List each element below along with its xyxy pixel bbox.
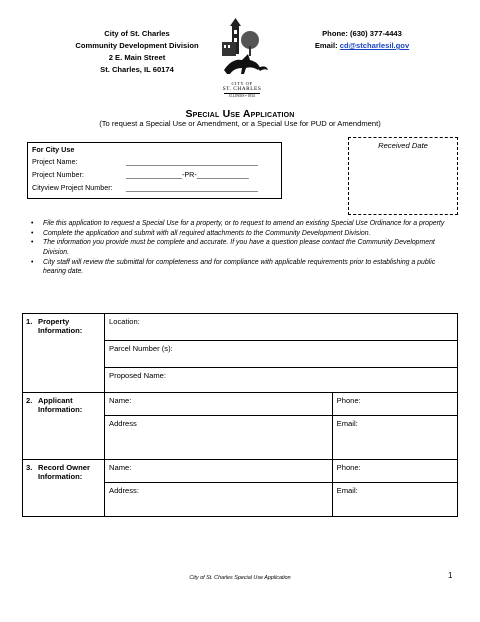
owner-number: 3.: [26, 463, 33, 472]
division-address: [72, 28, 202, 76]
owner-email-field[interactable]: Email:: [332, 483, 457, 517]
cityview-number-field[interactable]: _________________________________: [126, 183, 258, 192]
project-number-label: Project Number:: [32, 170, 84, 179]
city-use-heading: For City Use: [32, 145, 75, 154]
applicant-number: 2.: [26, 396, 33, 405]
project-number-field[interactable]: ______________-PR-_____________: [126, 170, 249, 179]
contact-info: [300, 28, 424, 52]
header-line-street: 2 E. Main Street: [108, 53, 166, 62]
logo-caption-2: ST. CHARLES: [222, 86, 262, 92]
owner-label: Record Owner Information:: [38, 463, 90, 481]
instruction-item: • Complete the application and submit with all required attachments to the Community Development Division.: [31, 229, 449, 238]
logo-caption-3: ILLINOIS • 1834: [224, 93, 260, 98]
property-section-label: [23, 314, 105, 393]
applicant-email-field[interactable]: Email:: [332, 416, 457, 460]
instruction-item: • City staff will review the submittal for completeness and for compliance with applicable requirements prior to establishing a public hearing date.: [31, 258, 449, 277]
owner-section-label: [23, 460, 105, 517]
received-date-box: [348, 137, 458, 215]
applicant-name-field[interactable]: Name:: [105, 393, 333, 416]
project-name-field[interactable]: _________________________________: [126, 157, 258, 166]
instruction-item: • The information you provide must be complete and accurate. If you have a question please contact the Community Development Division.: [31, 238, 449, 257]
city-logo: [214, 18, 270, 98]
applicant-section-label: [23, 393, 105, 460]
applicant-phone-field[interactable]: Phone:: [332, 393, 457, 416]
phone-text: Phone: (630) 377-4443: [322, 29, 402, 38]
received-date-label: Received Date: [378, 141, 428, 150]
page-subtitle: (To request a Special Use or Amendment, or a Special Use for PUD or Amendment): [99, 119, 381, 128]
owner-phone-field[interactable]: Phone:: [332, 460, 457, 483]
applicant-address-field[interactable]: Address: [105, 416, 333, 460]
application-form-table: [22, 313, 458, 517]
property-label: Property Information:: [38, 317, 83, 335]
owner-name-field[interactable]: Name:: [105, 460, 333, 483]
footer-text: City of St. Charles Special Use Application: [189, 575, 291, 581]
instruction-item: • File this application to request a Special Use for a property, or to request to amend an existing Special Use Ordinance for a property: [31, 219, 449, 228]
title-main: Special Use Application: [185, 108, 295, 120]
header-line-citystate: St. Charles, IL 60174: [100, 65, 174, 74]
property-number: 1.: [26, 317, 33, 326]
email-label: Email:: [314, 41, 340, 50]
instructions: [31, 219, 449, 277]
proposed-name-field[interactable]: Proposed Name:: [105, 368, 458, 393]
cityview-number-label: Cityview Project Number:: [32, 183, 113, 192]
email-link[interactable]: cd@stcharlesil.gov: [339, 41, 410, 50]
fox-tower-logo-icon: [214, 18, 270, 76]
page-number: 1: [448, 571, 453, 580]
location-field[interactable]: Location:: [105, 314, 458, 341]
parcel-number-field[interactable]: Parcel Number (s):: [105, 341, 458, 368]
logo-caption-1: CITY OF: [231, 81, 253, 86]
project-name-label: Project Name:: [32, 157, 78, 166]
email-line: [300, 40, 424, 52]
applicant-label: Applicant Information:: [38, 396, 83, 414]
owner-address-field[interactable]: Address:: [105, 483, 333, 517]
header-line-division: Community Development Division: [75, 41, 199, 50]
city-use-box: [27, 142, 282, 199]
header-line-city: City of St. Charles: [104, 29, 170, 38]
